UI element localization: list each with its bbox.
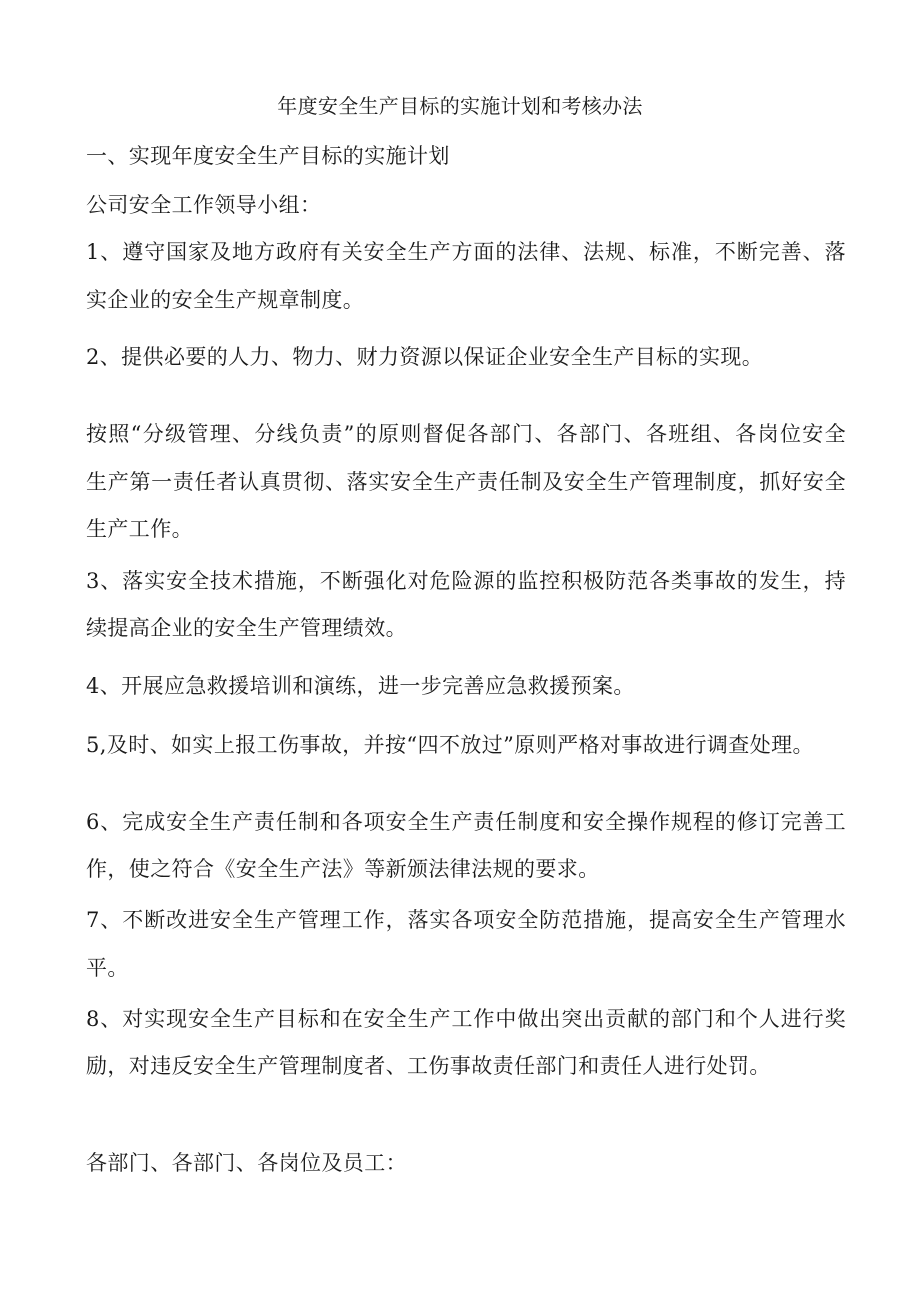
item-1-line-1: 1、遵守国家及地方政府有关安全生产方面的法律、法规、标准，不断完善、落 (86, 240, 846, 264)
item-5-line-1: 5,及时、如实上报工伤事故，并按“四不放过”原则严格对事故进行调查处理。 (86, 733, 814, 757)
item-1-line-2: 实企业的安全生产规章制度。 (86, 288, 365, 312)
item-8-line-2: 励，对违反安全生产管理制度者、工伤事故责任部门和责任人进行处罚。 (86, 1054, 771, 1078)
section-heading: 一、实现年度安全生产目标的实施计划 (86, 144, 450, 168)
document-title: 年度安全生产目标的实施计划和考核办法 (277, 94, 643, 118)
item-7-line-2: 平。 (86, 956, 129, 980)
principle-line-1: 按照“分级管理、分线负责”的原则督促各部门、各部门、各班组、各岗位安全 (86, 422, 846, 446)
item-6-line-1: 6、完成安全生产责任制和各项安全生产责任制度和安全操作规程的修订完善工 (86, 810, 846, 834)
item-6-line-2: 作，使之符合《安全生产法》等新颁法律法规的要求。 (86, 857, 600, 881)
item-2-line-1: 2、提供必要的人力、物力、财力资源以保证企业安全生产目标的实现。 (86, 345, 764, 369)
principle-line-3: 生产工作。 (86, 517, 193, 541)
item-3-line-1: 3、落实安全技术措施，不断强化对危险源的监控积极防范各类事故的发生，持 (86, 569, 846, 593)
item-8-line-1: 8、对实现安全生产目标和在安全生产工作中做出突出贡献的部门和个人进行奖 (86, 1007, 846, 1031)
item-3-line-2: 续提高企业的安全生产管理绩效。 (86, 616, 407, 640)
item-4-line-1: 4、开展应急救援培训和演练，进一步完善应急救援预案。 (86, 674, 635, 698)
item-7-line-1: 7、不断改进安全生产管理工作，落实各项安全防范措施，提高安全生产管理水 (86, 908, 846, 932)
principle-line-2: 生产第一责任者认真贯彻、落实安全生产责任制及安全生产管理制度，抓好安全 (86, 470, 846, 494)
group-heading: 公司安全工作领导小组： (86, 193, 322, 217)
staff-heading: 各部门、各部门、各岗位及员工： (86, 1151, 407, 1175)
